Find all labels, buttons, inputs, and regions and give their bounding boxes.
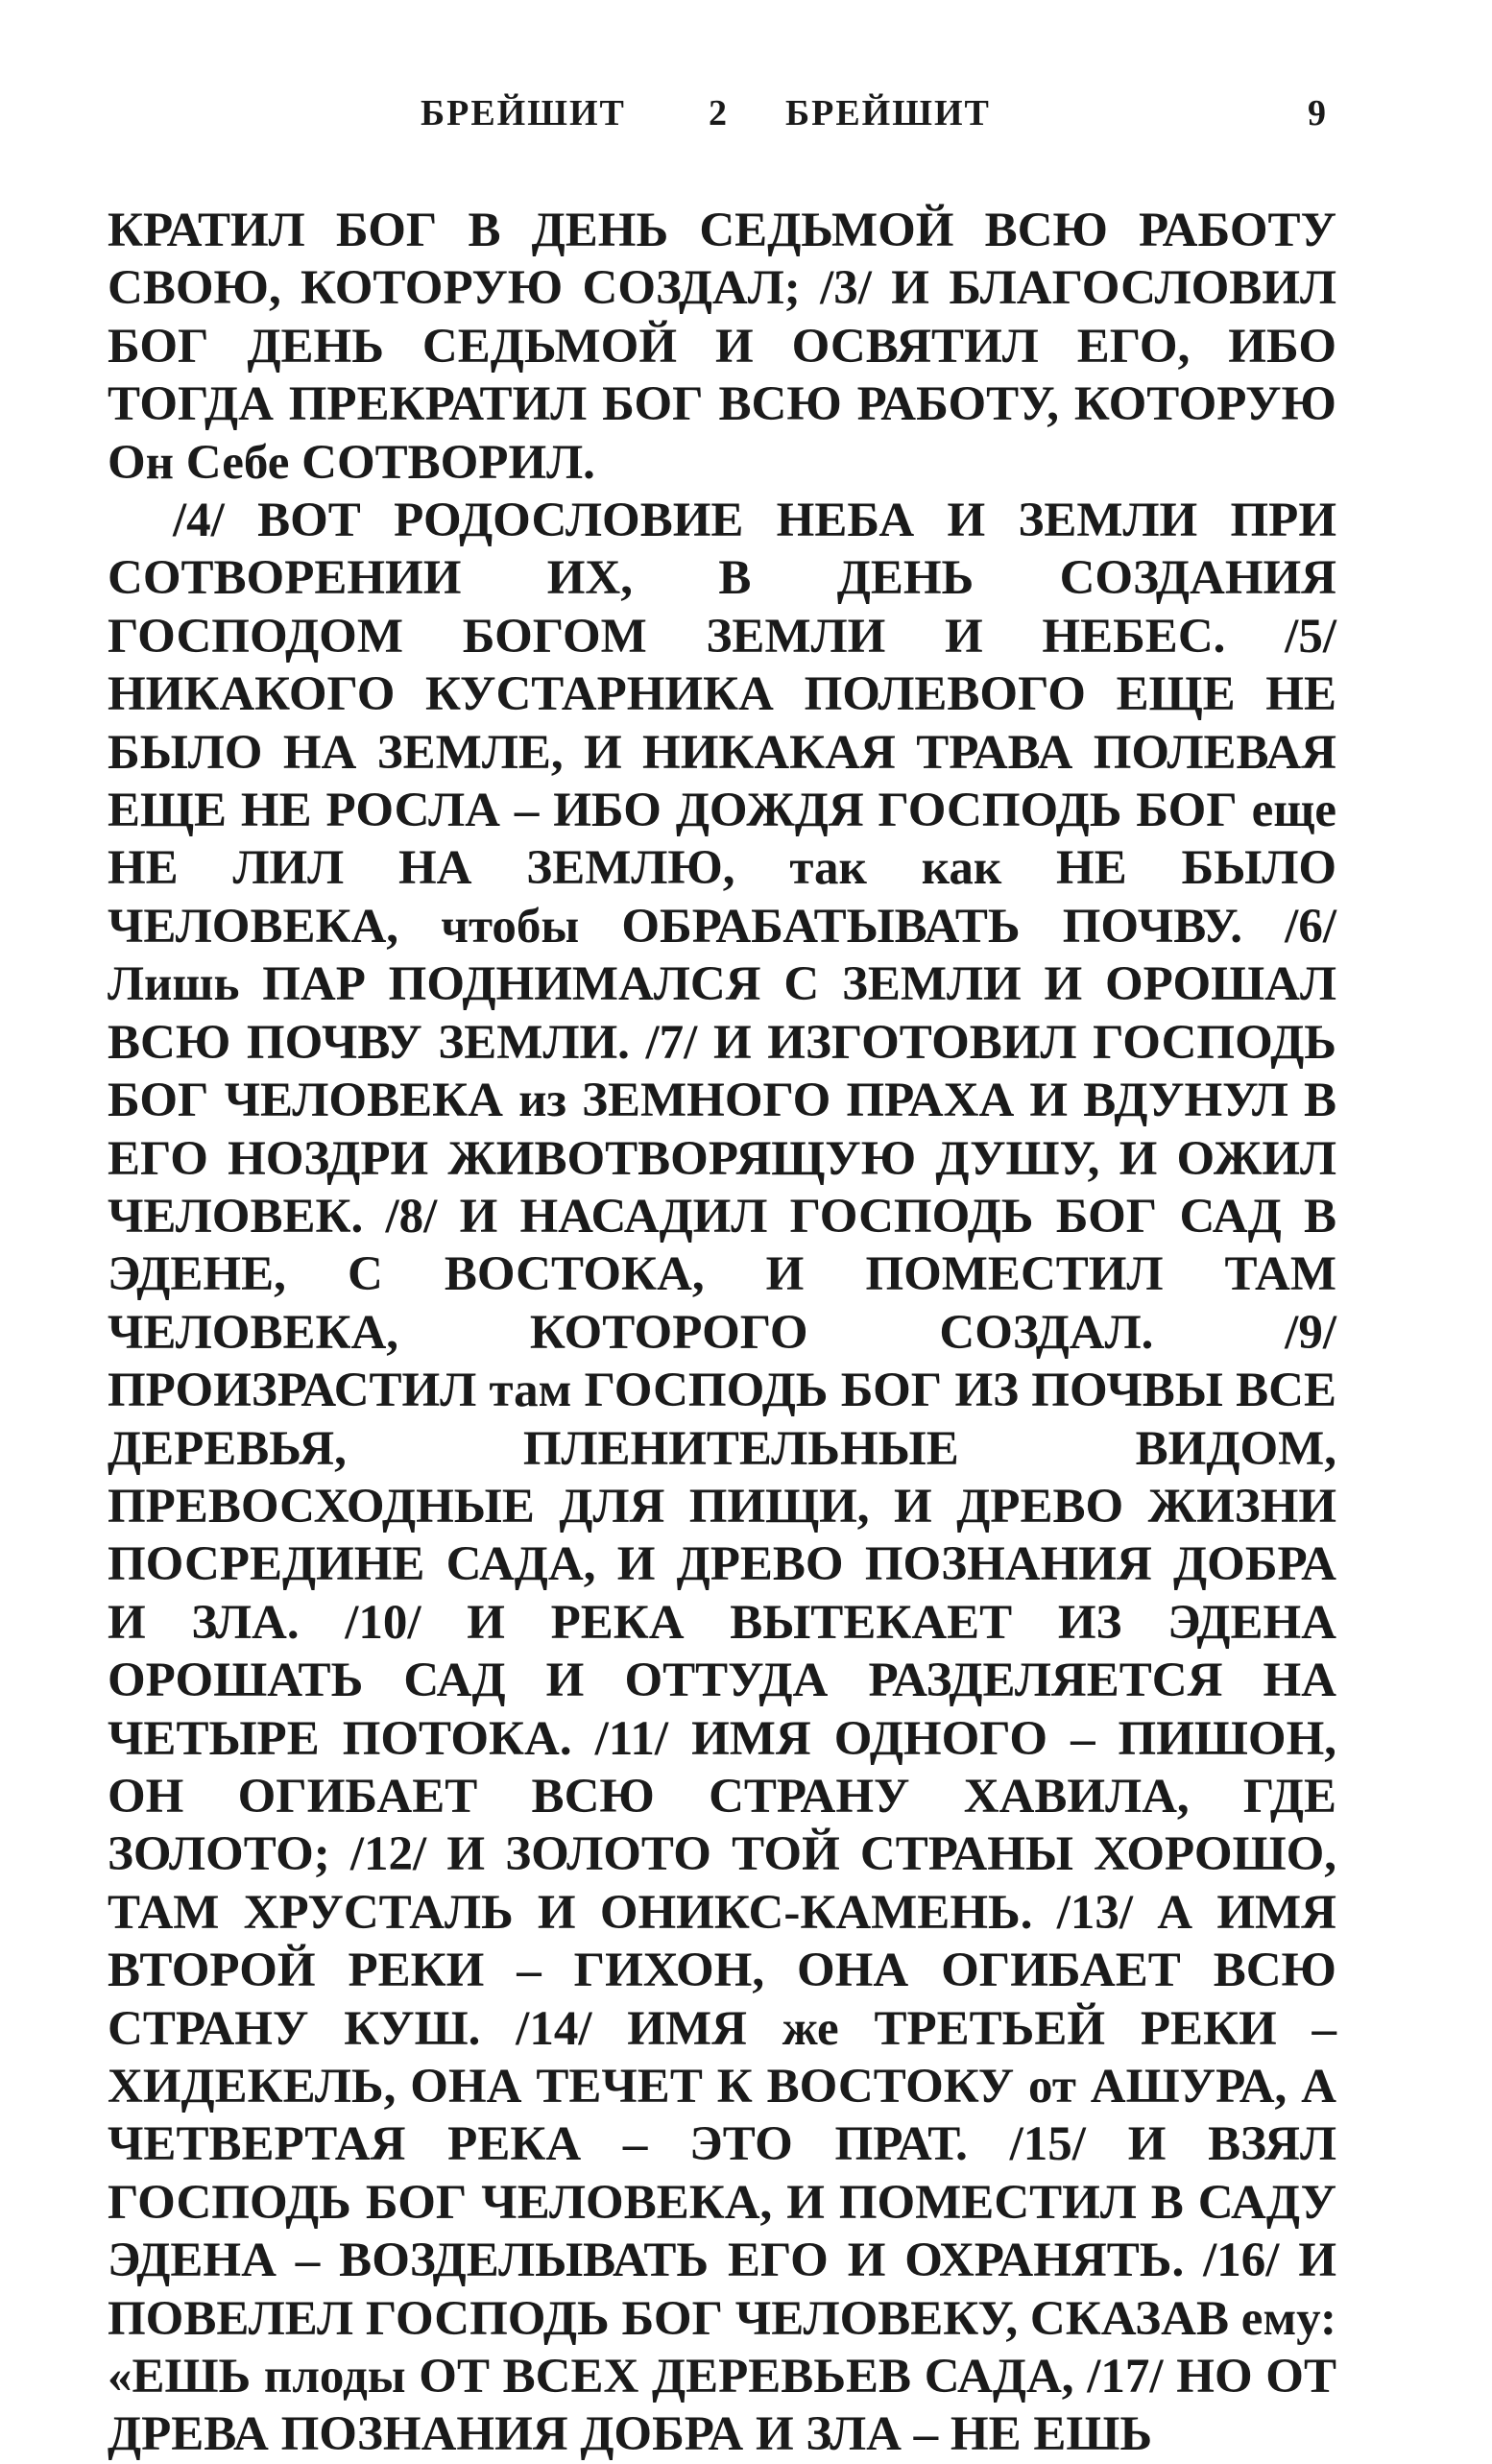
running-header: [0, 92, 1492, 150]
page-number: 9: [1308, 93, 1328, 133]
header-book-title-right: БРЕЙШИТ: [785, 93, 991, 133]
header-book-title-left: БРЕЙШИТ: [421, 93, 626, 133]
header-chapter-number: 2: [709, 93, 729, 133]
paragraph-verses-4-17: /4/ ВОТ РОДОСЛОВИЕ НЕБА И ЗЕМЛИ ПРИ СОТВОРЕНИИ ИХ, В ДЕНЬ СОЗДАНИЯ ГОСПОДОМ БОГОМ ЗЕМЛИ И НЕБЕС. /5/ НИКАКОГО КУСТАРНИКА ПОЛЕВОГО ЕЩЕ НЕ БЫЛО НА ЗЕМЛЕ, И НИКАКАЯ ТРАВА ПОЛЕВАЯ ЕЩЕ НЕ РОСЛА – ИБО ДОЖДЯ ГОСПОДЬ БОГ еще НЕ ЛИЛ НА ЗЕМЛЮ, так как НЕ БЫЛО ЧЕЛОВЕКА, чтобы ОБРАБАТЫВАТЬ ПОЧВУ. /6/ Лишь ПАР ПОДНИМАЛСЯ С ЗЕМЛИ И ОРОШАЛ ВСЮ ПОЧВУ ЗЕМЛИ. /7/ И ИЗГОТОВИЛ ГОСПОДЬ БОГ ЧЕЛОВЕКА из ЗЕМНОГО ПРАХА И ВДУНУЛ В ЕГО НОЗДРИ ЖИВОТВОРЯЩУЮ ДУШУ, И ОЖИЛ ЧЕЛОВЕК. /8/ И НАСАДИЛ ГОСПОДЬ БОГ САД В ЭДЕНЕ, С ВОСТОКА, И ПОМЕСТИЛ ТАМ ЧЕЛОВЕКА, КОТОРОГО СОЗДАЛ. /9/ ПРОИЗРАСТИЛ там ГОСПОДЬ БОГ ИЗ ПОЧВЫ ВСЕ ДЕРЕВЬЯ, ПЛЕНИТЕЛЬНЫЕ ВИДОМ, ПРЕВОСХОДНЫЕ ДЛЯ ПИЩИ, И ДРЕВО ЖИЗНИ ПОСРЕДИНЕ САДА, И ДРЕВО ПОЗНАНИЯ ДОБРА И ЗЛА. /10/ И РЕКА ВЫТЕКАЕТ ИЗ ЭДЕНА ОРОШАТЬ САД И ОТТУДА РАЗДЕЛЯЕТСЯ НА ЧЕТЫРЕ ПОТОКА. /11/ ИМЯ ОДНОГО – ПИШОН, ОН ОГИБАЕТ ВСЮ СТРАНУ ХАВИЛА, ГДЕ ЗОЛОТО; /12/ И ЗОЛОТО ТОЙ СТРАНЫ ХОРОШО, ТАМ ХРУСТАЛЬ И ОНИКС-КАМЕНЬ. /13/ А ИМЯ ВТОРОЙ РЕКИ – ГИХОН, ОНА ОГИБАЕТ ВСЮ СТРАНУ КУШ. /14/ ИМЯ же ТРЕТЬЕЙ РЕКИ – ХИДЕКЕЛЬ, ОНА ТЕЧЕТ К ВОСТОКУ от АШУРА, А ЧЕТВЕРТАЯ РЕКА – ЭТО ПРАТ. /15/ И ВЗЯЛ ГОСПОДЬ БОГ ЧЕЛОВЕКА, И ПОМЕСТИЛ В САДУ ЭДЕНА – ВОЗДЕЛЫВАТЬ ЕГО И ОХРАНЯТЬ. /16/ И ПОВЕЛЕЛ ГОСПОДЬ БОГ ЧЕЛОВЕКУ, СКАЗАВ ему: «ЕШЬ плоды ОТ ВСЕХ ДЕРЕВЬЕВ САДА, /17/ НО ОТ ДРЕВА ПОЗНАНИЯ ДОБРА И ЗЛА – НЕ ЕШЬ: [108, 494, 1336, 2462]
paragraph-continuation: КРАТИЛ БОГ В ДЕНЬ СЕДЬМОЙ ВСЮ РАБОТУ СВОЮ, КОТОРУЮ СОЗДАЛ; /3/ И БЛАГОСЛОВИЛ БОГ ДЕНЬ СЕДЬМОЙ И ОСВЯТИЛ ЕГО, ИБО ТОГДА ПРЕКРАТИЛ БОГ ВСЮ РАБОТУ, КОТОРУЮ Он Себе СОТВОРИЛ.: [108, 204, 1336, 490]
page-body-text: [108, 202, 1336, 2464]
